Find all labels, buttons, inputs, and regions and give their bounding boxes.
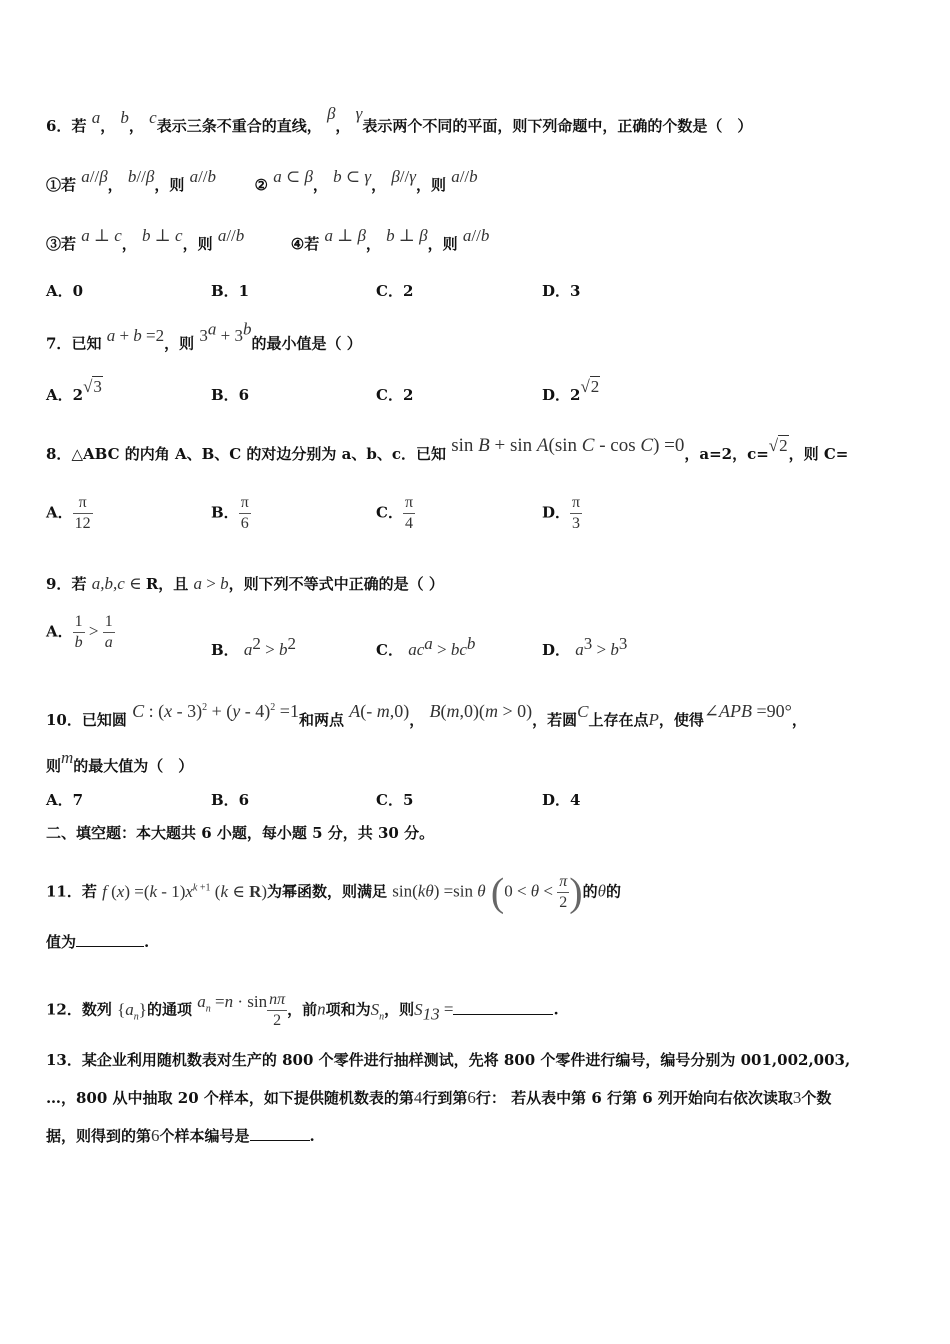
q6-stem: 6．若 a， b， c表示三条不重合的直线， β， γ表示两个不同的平面，则下列命题中，正确的个数是（ ）: [46, 104, 753, 135]
q10-stem-cont: 则m的最大值为（ ）: [46, 748, 194, 775]
q9-stem: 9．若 a,b,c ∈ R，且 a > b，则下列不等式中正确的是（ ）: [46, 574, 444, 593]
q7-option-a: A．2√3: [46, 377, 102, 404]
q13-line-2: …，800 从中抽取 20 个样本，如下提供随机数表的第4行到第6行： 若从表中第 6 行第 6 列开始向右依次读取3个数: [46, 1088, 832, 1107]
q12-stem: 12．数列 $\{a_n\}$的通项 $a_n =n \cdot \sin$ $\frac{n\pi}{2}$ ，前n项和为$S_n$，则$S_{13}$ = .: [46, 991, 559, 1029]
q6-prop-3-4: ③若 a ⊥ c， b ⊥ c，则 a//b ④若 a ⊥ β， b ⊥ β，则 a//b: [46, 226, 490, 253]
q12-answer-blank[interactable]: [453, 1000, 553, 1015]
q9-option-b: B． $a^2 > b^2$: [211, 634, 297, 659]
q6-option-c: C．2: [376, 282, 414, 300]
q11-answer-blank[interactable]: [76, 932, 144, 947]
q10-option-a: A．7: [46, 791, 84, 809]
q8-stem: 8．△ABC 的内角 A、B、C 的对边分别为 a、b、c．已知 sin B + sin A(sin C - cos C) =0，a=2，c=√2，则 C=: [46, 435, 849, 463]
q7-option-c: C．2: [376, 386, 414, 404]
q6-option-b: B．1: [211, 282, 250, 300]
q9-option-c: C． $ac^a > bc^b$: [376, 634, 476, 659]
q10-option-c: C．5: [376, 791, 414, 809]
q10-option-d: D．4: [542, 791, 581, 809]
q10-option-b: B．6: [211, 791, 250, 809]
q9-option-a: A． $\frac{1}{b}$ > $\frac{1}{a}$: [46, 613, 113, 651]
q10-stem: 10．已知圆 C : (x - 3)$^2$ + (y - 4)$^2$ =1和两点 A(- m,0)， B(m,0)(m > 0)，若圆C上存在点P，使得∠APB =90°，: [46, 701, 807, 729]
q6-option-d: D．3: [542, 282, 581, 300]
q9-option-d: D． $a^3 > b^3$: [542, 634, 628, 659]
q8-option-d: D． $\frac{\pi}{3}$: [542, 494, 581, 532]
q7-stem: 7．已知 a + b =2，则 $3^a + 3^b$的最小值是（ ）: [46, 319, 362, 353]
section-2-heading: 二、填空题：本大题共 6 小题，每小题 5 分，共 30 分。: [46, 824, 435, 842]
q13-line-1: 13．某企业利用随机数表对生产的 800 个零件进行抽样测试，先将 800 个零件进行编号，编号分别为 001,002,003,: [46, 1051, 851, 1069]
q13-line-3: 据，则得到的第6个样本编号是 .: [46, 1126, 315, 1145]
q8-option-b: B． $\frac{\pi}{6}$: [211, 494, 249, 532]
q11-stem: 11．若 f $(x) =(k - 1)x^{k +1}$ (k ∈ R)为幂函数，则满足 sin(kθ) =sin θ (0 < θ < $\frac{\pi}{2}$ )的θ的: [46, 869, 621, 915]
q8-option-a: A． $\frac{\pi}{12}$: [46, 494, 91, 532]
q13-answer-blank[interactable]: [250, 1126, 310, 1141]
q8-option-c: C． $\frac{\pi}{4}$: [376, 494, 414, 532]
q6-number: 6．: [46, 117, 72, 135]
q7-option-b: B．6: [211, 386, 250, 404]
q6-option-a: A．0: [46, 282, 84, 300]
q7-option-d: D．2√2: [542, 377, 600, 404]
q6-prop-1-2: ①若 a//β， b//β，则 a//b ② a ⊂ β， b ⊂ γ， β//γ，则 a//b: [46, 167, 478, 194]
q11-answer-line: 值为 .: [46, 933, 150, 951]
